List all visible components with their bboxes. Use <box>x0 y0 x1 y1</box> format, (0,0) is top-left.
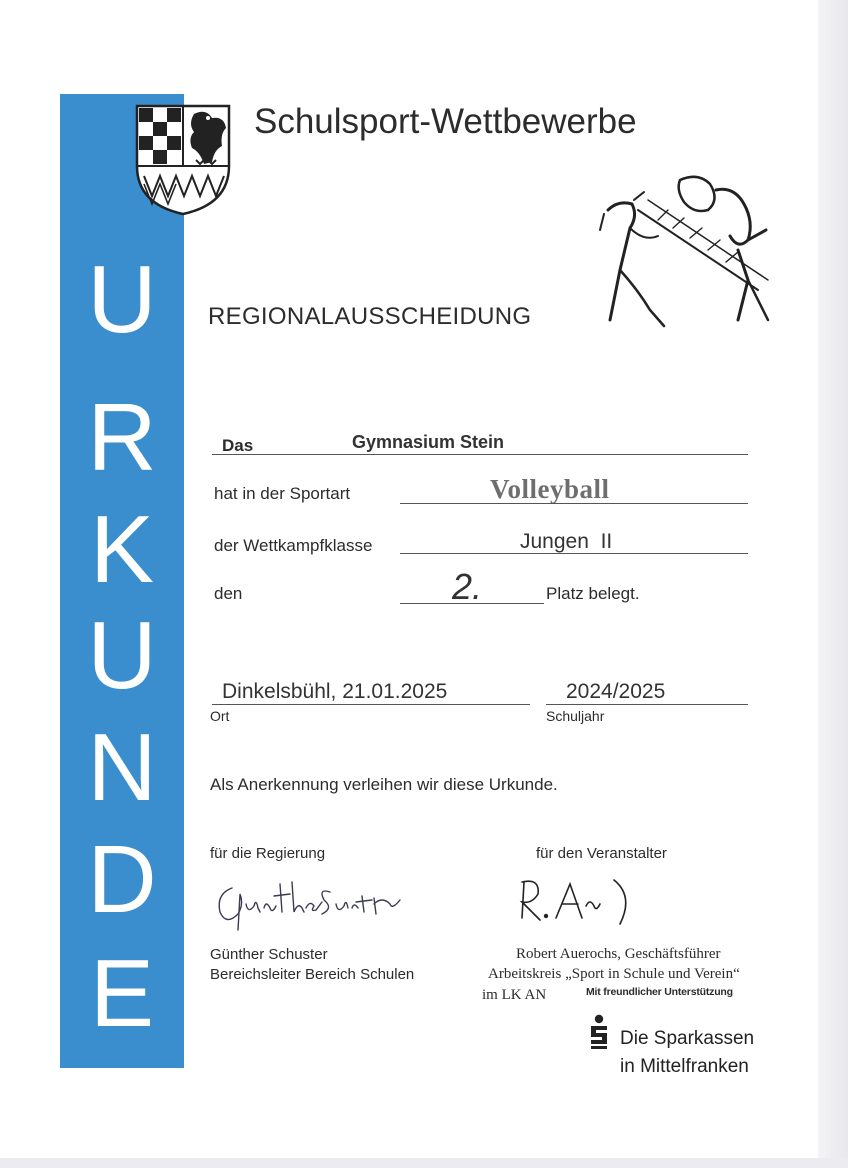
sponsor-line-2: in Mittelfranken <box>620 1056 749 1077</box>
urkunde-letter: K <box>89 496 155 603</box>
right-signer-name: Robert Auerochs, Geschäftsführer <box>516 946 721 962</box>
right-for-label: für den Veranstalter <box>536 845 667 862</box>
recognition-text: Als Anerkennung verleihen wir diese Urkunde. <box>210 775 558 794</box>
sport-value: Volleyball <box>490 474 610 504</box>
place-prefix: den <box>214 584 243 603</box>
competition-level: REGIONALAUSSCHEIDUNG <box>208 303 532 330</box>
volleyball-players-icon <box>598 170 776 338</box>
place-line <box>400 603 544 604</box>
coat-of-arms-icon <box>134 104 232 216</box>
left-signer-role: Bereichsleiter Bereich Schulen <box>210 966 415 983</box>
sparkasse-logo-icon <box>588 1014 610 1050</box>
school-line <box>212 454 748 455</box>
place-suffix: Platz belegt. <box>546 584 640 603</box>
place-value: 2. <box>452 566 483 607</box>
sponsor-line-1: Die Sparkassen <box>620 1028 755 1049</box>
school-prefix: Das <box>222 436 254 455</box>
urkunde-letter: D <box>87 826 157 933</box>
location-value: Dinkelsbühl, 21.01.2025 <box>222 680 448 703</box>
class-line <box>400 553 748 554</box>
left-signer-name: Günther Schuster <box>210 946 328 963</box>
right-signer-org: Arbeitskreis „Sport in Schule und Verein“ <box>488 966 740 982</box>
urkunde-letter: E <box>89 940 155 1047</box>
right-signature-icon <box>510 866 640 936</box>
location-label: Ort <box>210 708 230 724</box>
schoolyear-value: 2024/2025 <box>566 680 666 703</box>
location-line <box>212 704 530 705</box>
urkunde-bar <box>60 94 184 1068</box>
left-for-label: für die Regierung <box>210 845 326 862</box>
class-value: Jungen II <box>520 530 613 553</box>
support-text: Mit freundlicher Unterstützung <box>586 986 733 998</box>
sport-label: hat in der Sportart <box>214 484 351 503</box>
class-label: der Wettkampfklasse <box>214 536 373 555</box>
page-bottom-shadow <box>0 1158 848 1168</box>
right-signer-region: im LK AN <box>482 987 547 1003</box>
urkunde-letter: R <box>87 384 157 491</box>
urkunde-letter: N <box>87 714 157 821</box>
page-title: Schulsport-Wettbewerbe <box>254 102 637 141</box>
urkunde-letter: U <box>87 246 157 353</box>
schoolyear-line <box>546 704 748 705</box>
sport-line <box>400 503 748 504</box>
urkunde-letter: U <box>87 602 157 709</box>
page-edge-shadow <box>818 0 848 1168</box>
left-signature-icon <box>210 868 410 932</box>
school-name: Gymnasium Stein <box>352 432 505 452</box>
schoolyear-label: Schuljahr <box>546 708 605 724</box>
